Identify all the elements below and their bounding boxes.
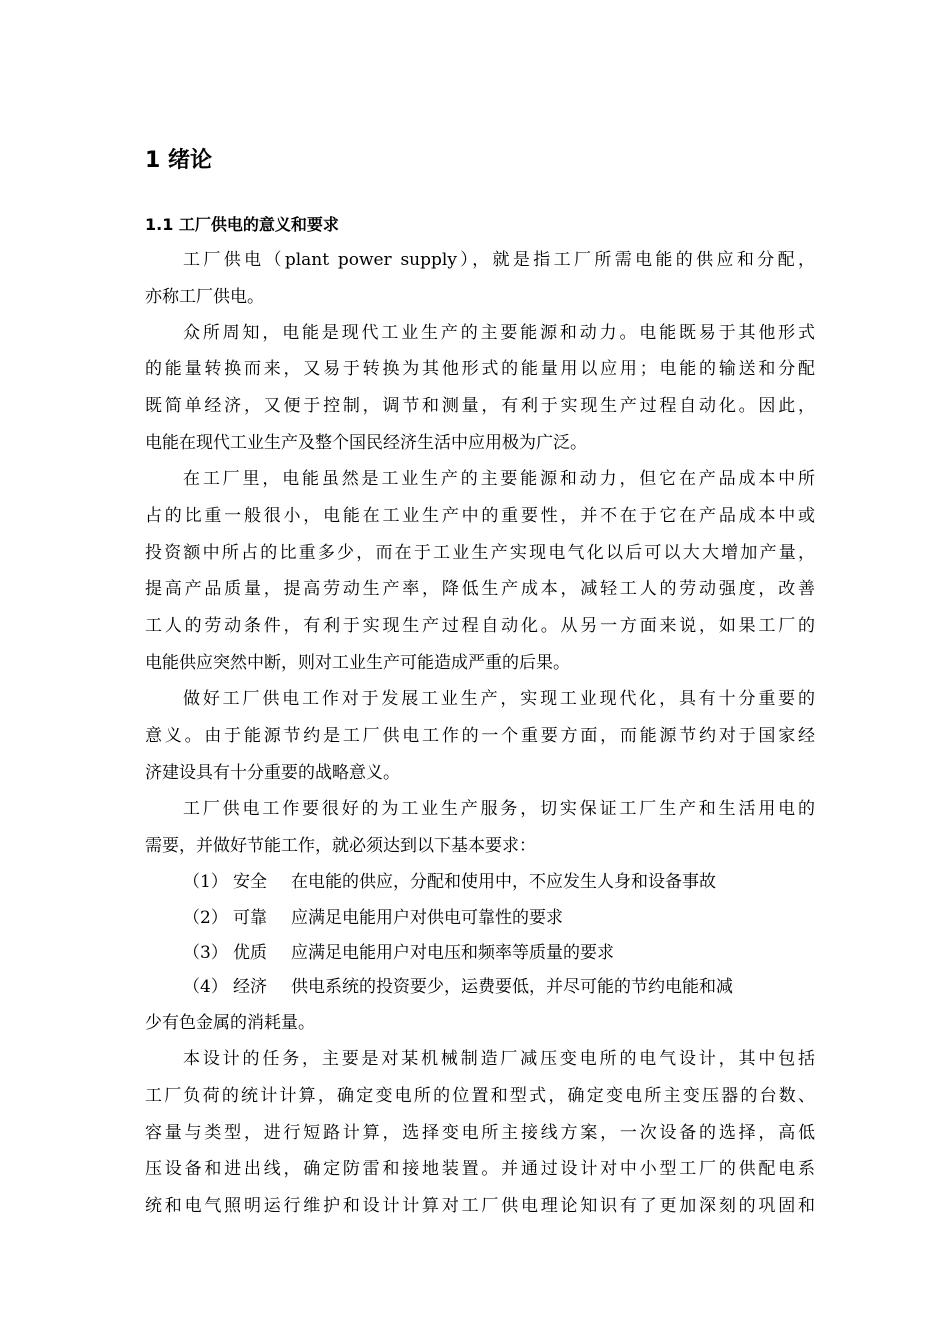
paragraph-line: 济建设具有十分重要的战略意义。: [145, 763, 400, 783]
chapter-title: 1 绪论: [145, 148, 212, 173]
requirement-number: （3）: [183, 943, 228, 963]
paragraph-line: 工厂供电（plant power supply），就是指工厂所需电能的供应和分配，: [183, 250, 815, 270]
paragraph-line: 的能量转换而来，又易于转换为其他形式的能量用以应用；电能的输送和分配: [145, 359, 815, 379]
requirement-keyword: 安全: [233, 872, 267, 892]
paragraph-line: 占的比重一般很小，电能在工业生产中的重要性，并不在于它在产品成本中或: [145, 506, 815, 526]
requirement-keyword: 经济: [233, 977, 267, 997]
paragraph-line: 电能在现代工业生产及整个国民经济生活中应用极为广泛。: [145, 433, 587, 453]
requirement-keyword: 优质: [233, 943, 267, 963]
requirement-number: （4）: [183, 977, 228, 997]
paragraph-line: 在工厂里，电能虽然是工业生产的主要能源和动力，但它在产品成本中所: [183, 469, 815, 489]
paragraph-line: 亦称工厂供电。: [145, 287, 264, 307]
paragraph-line: 既简单经济，又便于控制，调节和测量，有利于实现生产过程自动化。因此，: [145, 396, 815, 416]
paragraph-line: 本设计的任务，主要是对某机械制造厂减压变电所的电气设计，其中包括: [183, 1049, 815, 1069]
paragraph-line: 提高产品质量，提高劳动生产率，降低生产成本，减轻工人的劳动强度，改善: [145, 579, 815, 599]
requirement-text: 应满足电能用户对供电可靠性的要求: [291, 908, 563, 928]
paragraph-line: 统和电气照明运行维护和设计计算对工厂供电理论知识有了更加深刻的巩固和: [145, 1196, 815, 1216]
paragraph-line: 投资额中所占的比重多少，而在于工业生产实现电气化以后可以大大增加产量，: [145, 543, 815, 563]
requirement-item: [183, 905, 815, 931]
paragraph-line: 工厂供电工作要很好的为工业生产服务，切实保证工厂生产和生活用电的: [183, 799, 815, 819]
paragraph-line: 电能供应突然中断，则对工业生产可能造成严重的后果。: [145, 653, 570, 673]
paragraph-line: 压设备和进出线，确定防雷和接地装置。并通过设计对中小型工厂的供配电系: [145, 1159, 815, 1179]
paragraph-line: 工厂负荷的统计计算，确定变电所的位置和型式，确定变电所主变压器的台数、: [145, 1086, 815, 1106]
paragraph-line: 容量与类型，进行短路计算，选择变电所主接线方案，一次设备的选择，高低: [145, 1123, 815, 1143]
paragraph-line: 需要，并做好节能工作，就必须达到以下基本要求：: [145, 836, 536, 856]
requirement-text: 应满足电能用户对电压和频率等质量的要求: [291, 943, 614, 963]
requirement-keyword: 可靠: [233, 908, 267, 928]
requirement-number: （2）: [183, 908, 228, 928]
requirement-number: （1）: [183, 872, 228, 892]
requirement-text: 供电系统的投资要少，运费要低，并尽可能的节约电能和减: [291, 977, 733, 997]
paragraph-line: 众所周知，电能是现代工业生产的主要能源和动力。电能既易于其他形式: [183, 323, 815, 343]
section-title: 1.1 工厂供电的意义和要求: [145, 215, 339, 234]
requirement-text: 在电能的供应，分配和使用中，不应发生人身和设备事故: [291, 872, 716, 892]
requirement-item: [183, 940, 815, 966]
requirement-item: [183, 974, 815, 1000]
requirement-item: [183, 869, 815, 895]
paragraph-line: 意义。由于能源节约是工厂供电工作的一个重要方面，而能源节约对于国家经: [145, 726, 815, 746]
paragraph-line: 少有色金属的消耗量。: [145, 1013, 315, 1033]
paragraph-line: 做好工厂供电工作对于发展工业生产，实现工业现代化，具有十分重要的: [183, 689, 815, 709]
paragraph-line: 工人的劳动条件，有利于实现生产过程自动化。从另一方面来说，如果工厂的: [145, 616, 815, 636]
